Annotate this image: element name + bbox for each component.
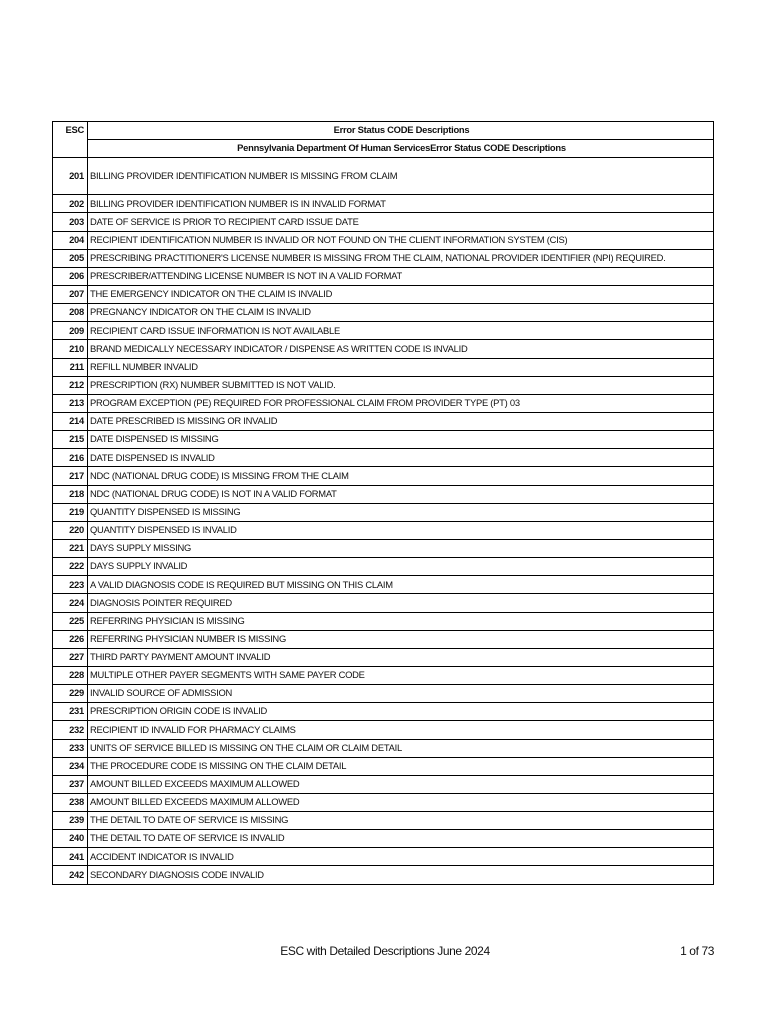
error-description: RECIPIENT IDENTIFICATION NUMBER IS INVALID OR NOT FOUND ON THE CLIENT INFORMATION SYSTEM (CIS) — [88, 231, 714, 249]
error-description: DATE DISPENSED IS INVALID — [88, 449, 714, 467]
table-row — [53, 721, 714, 739]
table-row — [53, 866, 714, 884]
error-description: PRESCRIPTION (RX) NUMBER SUBMITTED IS NOT VALID. — [88, 376, 714, 394]
table-row — [53, 812, 714, 830]
table-row — [53, 449, 714, 467]
table-row — [53, 158, 714, 195]
table-row — [53, 612, 714, 630]
table-row — [53, 304, 714, 322]
table-row — [53, 648, 714, 666]
error-description: REFILL NUMBER INVALID — [88, 358, 714, 376]
table-row — [53, 195, 714, 213]
error-description: ACCIDENT INDICATOR IS INVALID — [88, 848, 714, 866]
table-row — [53, 703, 714, 721]
error-code: 219 — [53, 503, 88, 521]
table-body — [53, 158, 714, 884]
error-code: 216 — [53, 449, 88, 467]
error-description: REFERRING PHYSICIAN IS MISSING — [88, 612, 714, 630]
error-description: AMOUNT BILLED EXCEEDS MAXIMUM ALLOWED — [88, 793, 714, 811]
table-row — [53, 249, 714, 267]
error-description: DATE DISPENSED IS MISSING — [88, 431, 714, 449]
error-code: 223 — [53, 576, 88, 594]
error-description: THE DETAIL TO DATE OF SERVICE IS INVALID — [88, 830, 714, 848]
error-code: 203 — [53, 213, 88, 231]
footer-title: ESC with Detailed Descriptions June 2024 — [280, 944, 490, 958]
error-description: DIAGNOSIS POINTER REQUIRED — [88, 594, 714, 612]
error-code: 211 — [53, 358, 88, 376]
error-code: 217 — [53, 467, 88, 485]
error-code: 201 — [53, 158, 88, 195]
table-row — [53, 231, 714, 249]
error-code: 241 — [53, 848, 88, 866]
error-description: A VALID DIAGNOSIS CODE IS REQUIRED BUT MISSING ON THIS CLAIM — [88, 576, 714, 594]
error-code: 229 — [53, 685, 88, 703]
table-row — [53, 775, 714, 793]
error-description: DATE OF SERVICE IS PRIOR TO RECIPIENT CARD ISSUE DATE — [88, 213, 714, 231]
error-code: 233 — [53, 739, 88, 757]
error-code: 220 — [53, 521, 88, 539]
error-description: DAYS SUPPLY MISSING — [88, 539, 714, 557]
error-code: 218 — [53, 485, 88, 503]
error-description: DATE PRESCRIBED IS MISSING OR INVALID — [88, 412, 714, 430]
table-row — [53, 739, 714, 757]
error-description: THE DETAIL TO DATE OF SERVICE IS MISSING — [88, 812, 714, 830]
table-row — [53, 340, 714, 358]
error-description: NDC (NATIONAL DRUG CODE) IS NOT IN A VALID FORMAT — [88, 485, 714, 503]
error-code: 240 — [53, 830, 88, 848]
error-code: 226 — [53, 630, 88, 648]
error-code: 207 — [53, 285, 88, 303]
table-row — [53, 267, 714, 285]
error-description: THE PROCEDURE CODE IS MISSING ON THE CLAIM DETAIL — [88, 757, 714, 775]
error-code: 213 — [53, 394, 88, 412]
error-code: 205 — [53, 249, 88, 267]
error-description: INVALID SOURCE OF ADMISSION — [88, 685, 714, 703]
table-row — [53, 539, 714, 557]
table-row — [53, 394, 714, 412]
table-row — [53, 412, 714, 430]
error-code: 208 — [53, 304, 88, 322]
error-description: QUANTITY DISPENSED IS MISSING — [88, 503, 714, 521]
error-code: 225 — [53, 612, 88, 630]
error-code: 234 — [53, 757, 88, 775]
error-description: NDC (NATIONAL DRUG CODE) IS MISSING FROM THE CLAIM — [88, 467, 714, 485]
error-code: 209 — [53, 322, 88, 340]
table-row — [53, 558, 714, 576]
error-code: 222 — [53, 558, 88, 576]
error-code: 239 — [53, 812, 88, 830]
error-description: BILLING PROVIDER IDENTIFICATION NUMBER IS IN INVALID FORMAT — [88, 195, 714, 213]
error-code: 227 — [53, 648, 88, 666]
error-code: 232 — [53, 721, 88, 739]
error-description: PRESCRIPTION ORIGIN CODE IS INVALID — [88, 703, 714, 721]
error-code: 212 — [53, 376, 88, 394]
error-code: 228 — [53, 666, 88, 684]
error-code: 231 — [53, 703, 88, 721]
table-row — [53, 594, 714, 612]
error-description: PREGNANCY INDICATOR ON THE CLAIM IS INVALID — [88, 304, 714, 322]
error-description: BRAND MEDICALLY NECESSARY INDICATOR / DISPENSE AS WRITTEN CODE IS INVALID — [88, 340, 714, 358]
table-subtitle: Pennsylvania Department Of Human ServicesError Status CODE Descriptions — [88, 140, 714, 158]
error-code: 204 — [53, 231, 88, 249]
table-row — [53, 467, 714, 485]
table-title: Error Status CODE Descriptions — [88, 122, 714, 140]
error-description: THIRD PARTY PAYMENT AMOUNT INVALID — [88, 648, 714, 666]
table-row — [53, 793, 714, 811]
table-row — [53, 503, 714, 521]
error-code: 210 — [53, 340, 88, 358]
error-code: 206 — [53, 267, 88, 285]
error-description: QUANTITY DISPENSED IS INVALID — [88, 521, 714, 539]
table-row — [53, 485, 714, 503]
error-description: REFERRING PHYSICIAN NUMBER IS MISSING — [88, 630, 714, 648]
table-row — [53, 576, 714, 594]
error-code: 214 — [53, 412, 88, 430]
table-row — [53, 830, 714, 848]
error-description: PROGRAM EXCEPTION (PE) REQUIRED FOR PROFESSIONAL CLAIM FROM PROVIDER TYPE (PT) 03 — [88, 394, 714, 412]
table-row — [53, 322, 714, 340]
table-row — [53, 285, 714, 303]
error-description: UNITS OF SERVICE BILLED IS MISSING ON THE CLAIM OR CLAIM DETAIL — [88, 739, 714, 757]
table-row — [53, 521, 714, 539]
error-description: THE EMERGENCY INDICATOR ON THE CLAIM IS INVALID — [88, 285, 714, 303]
error-description: DAYS SUPPLY INVALID — [88, 558, 714, 576]
error-code: 221 — [53, 539, 88, 557]
page-number: 1 of 73 — [680, 944, 714, 958]
error-description: RECIPIENT CARD ISSUE INFORMATION IS NOT AVAILABLE — [88, 322, 714, 340]
table-row — [53, 431, 714, 449]
table-row — [53, 757, 714, 775]
table-row — [53, 376, 714, 394]
error-description: PRESCRIBING PRACTITIONER'S LICENSE NUMBER IS MISSING FROM THE CLAIM, NATIONAL PROVIDER IDENTIFIER (NPI) REQUIRED. — [88, 249, 714, 267]
table-row — [53, 848, 714, 866]
error-code: 242 — [53, 866, 88, 884]
error-code: 224 — [53, 594, 88, 612]
table-row — [53, 358, 714, 376]
error-code: 215 — [53, 431, 88, 449]
error-description: BILLING PROVIDER IDENTIFICATION NUMBER IS MISSING FROM CLAIM — [88, 158, 714, 195]
table-header-row — [53, 122, 714, 140]
error-code-table — [52, 121, 714, 885]
error-code: 202 — [53, 195, 88, 213]
error-description: SECONDARY DIAGNOSIS CODE INVALID — [88, 866, 714, 884]
error-description: AMOUNT BILLED EXCEEDS MAXIMUM ALLOWED — [88, 775, 714, 793]
column-header-esc: ESC — [53, 122, 88, 158]
error-description: MULTIPLE OTHER PAYER SEGMENTS WITH SAME PAYER CODE — [88, 666, 714, 684]
table-row — [53, 685, 714, 703]
error-description: PRESCRIBER/ATTENDING LICENSE NUMBER IS NOT IN A VALID FORMAT — [88, 267, 714, 285]
error-description: RECIPIENT ID INVALID FOR PHARMACY CLAIMS — [88, 721, 714, 739]
error-code: 237 — [53, 775, 88, 793]
table-row — [53, 213, 714, 231]
table-subheader-row — [53, 140, 714, 158]
table-row — [53, 666, 714, 684]
table-row — [53, 630, 714, 648]
error-code: 238 — [53, 793, 88, 811]
